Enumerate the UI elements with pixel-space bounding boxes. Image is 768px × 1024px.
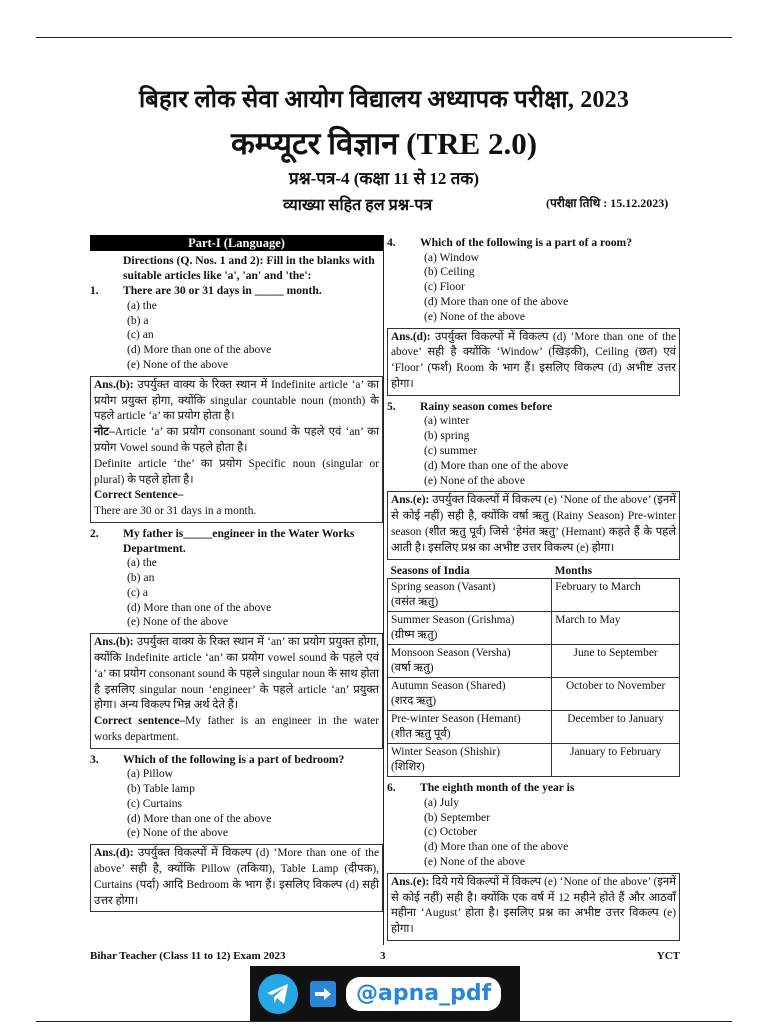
- option: (c) Floor: [424, 280, 465, 294]
- season-cell: [388, 744, 552, 777]
- note-label: नोट–: [94, 426, 115, 439]
- season-hindi: (ग्रीष्म ऋतु): [391, 628, 438, 641]
- bottom-rule: [36, 1021, 732, 1022]
- question-6: [387, 781, 680, 796]
- exam-date: (परीक्षा तिथि : 15.12.2023): [546, 196, 669, 210]
- left-column: [90, 235, 383, 916]
- note-text-2: Definite article ‘the’ का प्रयोग Specific noun (singular or plural) के पहले होता है।: [94, 457, 379, 486]
- option: (d) More than one of the above: [127, 343, 272, 357]
- top-rule: [36, 37, 732, 38]
- option: (c) October: [424, 825, 478, 839]
- season-cell: [388, 711, 552, 744]
- season-name: Pre-winter Season (Hemant): [391, 713, 521, 726]
- season-name: Spring season (Vasant): [391, 581, 496, 594]
- answer-label: Ans.(b):: [94, 378, 134, 391]
- answer-box: [90, 376, 383, 523]
- months-cell: December to January: [552, 711, 680, 744]
- answer-text: दिये गये विकल्पों में विकल्प (e) ‘None of the above’ (इनमें से कोई नहीं) सही है। क्योंकि एक वर्ष में 12 महीने होते हैं और आठवाँ महीना ‘August’ होता है। इसलिए प्रश्न का अभीष्ट उत्तर विकल्प (e) होगा।: [391, 875, 676, 936]
- table-row: [388, 579, 680, 612]
- column-header: Seasons of India: [388, 564, 552, 579]
- answer-box: [387, 328, 680, 396]
- option: (a) the: [127, 556, 157, 570]
- answer-text: उपर्युक्त विकल्पों में विकल्प (e) ‘None of the above’ (इनमें से कोई नहीं) सही है, क्योंकि वर्षा ऋतु (Rainy Season) Pre-winter season (शीत ऋतु पूर्व) जिसे ‘हेमंत ऋतु’ (Hemant) कहते हैं के पहले आती है। इसलिए प्रश्न का अभीष्ट उत्तर विकल्प (e) होगा।: [391, 494, 676, 554]
- option: (a) winter: [424, 414, 470, 428]
- answer-text: उपर्युक्त वाक्य के रिक्त स्थान में Indefinite article ‘a’ का प्रयोग प्रयुक्त होगा, क्योंकि singular countable noun (month) के पहले article ‘a’ का प्रयोग होता है।: [94, 378, 379, 423]
- season-hindi: (वर्षा ऋतु): [391, 661, 434, 674]
- option: (e) None of the above: [127, 357, 229, 371]
- options-list: [387, 251, 680, 325]
- question-text: There are 30 or 31 days in _____ month.: [123, 284, 322, 298]
- correct-text: My father is an engineer in the water works department.: [94, 715, 379, 743]
- part-header: Part-I (Language): [90, 235, 383, 251]
- option: (d) More than one of the above: [127, 600, 272, 614]
- option: (b) September: [424, 810, 490, 824]
- option: (e) None of the above: [424, 473, 526, 487]
- table-row: [388, 645, 680, 678]
- option: (b) a: [127, 313, 149, 327]
- answer-box: [90, 633, 383, 749]
- months-cell: February to March: [552, 579, 680, 612]
- option: (a) the: [127, 298, 157, 312]
- option: (d) More than one of the above: [424, 458, 569, 472]
- answer-label: Ans.(b):: [94, 636, 134, 649]
- correct-label: Correct Sentence–: [94, 489, 184, 502]
- option: (c) a: [127, 585, 148, 599]
- season-cell: [388, 678, 552, 711]
- question-number: 5.: [387, 399, 396, 413]
- question-text: Rainy season comes before: [420, 399, 553, 413]
- option: (a) Pillow: [127, 767, 174, 781]
- months-cell: March to May: [552, 612, 680, 645]
- publisher-mark: YCT: [656, 950, 680, 962]
- answer-text: उपर्युक्त विकल्पों में विकल्प (d) ‘More than one of the above’ सही है, क्योंकि Pillow (तकिया), Table Lamp (दीपक), Curtains (पर्दा) आदि Bedroom के भाग हैं। इसलिए विकल्प (d) सही उत्तर होगा।: [94, 847, 379, 907]
- option: (a) Window: [424, 250, 480, 264]
- question-text: My father is_____engineer in the Water Works Department.: [123, 526, 355, 555]
- question-5: [387, 400, 680, 415]
- answer-label: Ans.(d):: [391, 330, 431, 343]
- option: (d) More than one of the above: [127, 811, 272, 825]
- options-list: [90, 299, 383, 373]
- option: (c) an: [127, 328, 154, 342]
- arrow-right-icon: [310, 981, 336, 1007]
- months-cell: June to September: [552, 645, 680, 678]
- season-name: Winter Season (Shishir): [391, 746, 501, 759]
- options-list: [90, 556, 383, 630]
- question-text: Which of the following is a part of a room?: [420, 236, 633, 249]
- telegram-banner[interactable]: [250, 966, 520, 1022]
- season-cell: [388, 579, 552, 612]
- channel-handle[interactable]: @apna_pdf: [346, 977, 501, 1011]
- option: (a) July: [424, 795, 460, 809]
- options-list: [387, 796, 680, 870]
- option: (e) None of the above: [424, 854, 526, 868]
- table-row: [388, 711, 680, 744]
- right-column: [387, 235, 680, 945]
- subject-title: कम्प्यूटर विज्ञान (TRE 2.0): [230, 126, 538, 161]
- footer-exam-name: Bihar Teacher (Class 11 to 12) Exam 2023: [90, 950, 286, 962]
- question-3: [90, 753, 383, 768]
- options-list: [90, 767, 383, 841]
- option: (d) More than one of the above: [424, 840, 569, 854]
- paper-line: प्रश्न-पत्र-4 (कक्षा 11 से 12 तक): [288, 169, 480, 188]
- subtitle: व्याख्या सहित हल प्रश्न-पत्र: [283, 197, 433, 214]
- option: (e) None of the above: [424, 309, 526, 323]
- season-cell: [388, 612, 552, 645]
- question-number: 3.: [90, 752, 99, 766]
- season-hindi: (शिशिर): [391, 760, 425, 773]
- season-cell: [388, 645, 552, 678]
- exam-title: बिहार लोक सेवा आयोग विद्यालय अध्यापक परीक्षा, 2023: [138, 87, 630, 113]
- answer-label: Ans.(d):: [94, 847, 134, 860]
- telegram-icon[interactable]: [258, 974, 298, 1014]
- correct-text: There are 30 or 31 days in a month.: [94, 505, 257, 518]
- option: (e) None of the above: [127, 615, 229, 629]
- option: (d) More than one of the above: [424, 294, 569, 308]
- option: (c) summer: [424, 443, 478, 457]
- table-row: [388, 744, 680, 777]
- option: (b) spring: [424, 429, 470, 443]
- table-row: [388, 612, 680, 645]
- season-name: Monsoon Season (Versha): [391, 647, 511, 660]
- season-name: Autumn Season (Shared): [391, 680, 506, 693]
- page-number: 3: [380, 950, 386, 962]
- question-1: [90, 284, 383, 299]
- answer-box: [387, 491, 680, 559]
- question-number: 4.: [387, 236, 396, 249]
- question-2: [90, 527, 383, 556]
- question-number: 1.: [90, 284, 99, 298]
- column-divider: [383, 235, 384, 945]
- option: (e) None of the above: [127, 826, 229, 840]
- options-list: [387, 414, 680, 488]
- answer-text: उपर्युक्त वाक्य के रिक्त स्थान में ‘an’ का प्रयोग प्रयुक्त होगा, क्योंकि Indefinite article ‘an’ का प्रयोग vowel sound के पहले एवं ‘a’ का प्रयोग consonant sound के पहले singular noun के साथ होता है इसलिए singular noun ‘engineer’ के पहले article ‘an’ प्रयुक्त होगा। अन्य विकल्प भिन्न अर्थ देते हैं।: [94, 636, 379, 712]
- question-number: 6.: [387, 781, 396, 795]
- months-cell: January to February: [552, 744, 680, 777]
- answer-box: [90, 844, 383, 912]
- table-header-row: [388, 564, 680, 579]
- option: (b) Table lamp: [127, 782, 195, 796]
- option: (c) Curtains: [127, 796, 183, 810]
- question-text: Which of the following is a part of bedroom?: [123, 752, 345, 766]
- months-cell: October to November: [552, 678, 680, 711]
- answer-label: Ans.(e):: [391, 875, 430, 888]
- directions: Directions (Q. Nos. 1 and 2): Fill in the blanks with suitable articles like 'a', 'an' and 'the':: [123, 254, 375, 282]
- season-name: Summer Season (Grishma): [391, 614, 515, 627]
- question-4: [387, 236, 680, 251]
- option: (b) an: [127, 570, 155, 584]
- season-hindi: (शरद ऋतु): [391, 694, 437, 707]
- season-hindi: (शीत ऋतु पूर्व): [391, 727, 451, 740]
- question-text: The eighth month of the year is: [420, 781, 575, 795]
- column-header: Months: [552, 564, 680, 579]
- answer-label: Ans.(e):: [391, 494, 430, 507]
- note-text: Article ‘a’ का प्रयोग consonant sound के पहले एवं ‘an’ का प्रयोग Vowel sound के पहले होता है।: [94, 426, 379, 454]
- season-hindi: (वसंत ऋतु): [391, 595, 439, 608]
- table-row: [388, 678, 680, 711]
- seasons-table: [387, 564, 680, 778]
- answer-box: [387, 873, 680, 941]
- question-number: 2.: [90, 526, 99, 540]
- correct-label: Correct sentence–: [94, 715, 186, 728]
- answer-text: उपर्युक्त विकल्पों में विकल्प (d) ‘More than one of the above’ सही है क्योंकि ‘Window’ (खिड़की), Ceiling (छत) एवं ‘Floor’ (फर्श) Room के भाग हैं। इसलिए विकल्प (d) अभीष्ट उत्तर होगा।: [391, 330, 676, 390]
- option: (b) Ceiling: [424, 265, 475, 279]
